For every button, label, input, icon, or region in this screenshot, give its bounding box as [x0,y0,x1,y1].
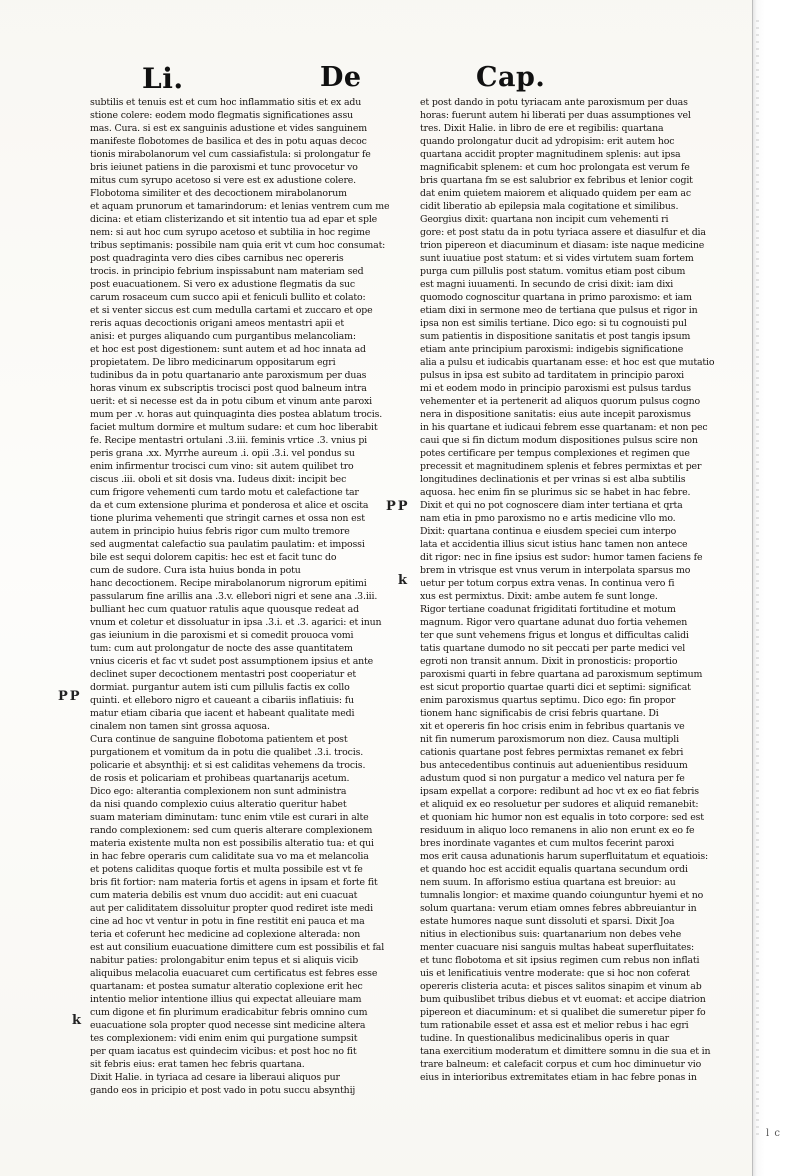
text-line: da et cum extensione plurima et ponderosa et alice et oscita [90,500,369,511]
text-line: xit et opereris fin hoc crisis enim in febribus quartanis ve [420,721,685,732]
text-line: vnius ciceris et fac vt sudet post assumptionem ipsius et ante [90,656,374,667]
marginal-note-pp-left: PP [58,689,82,704]
text-line: materia existente multa non est possibilis alteratio tua: et qui [90,838,374,849]
text-line: tres. Dixit Halie. in libro de ere et regibilis: quartana [420,123,664,134]
text-line: in hac febre operaris cum caliditate sua vo ma et melancolia [90,851,369,862]
text-line: policarie et absynthij: et si est caliditas vehemens da trocis. [90,760,366,771]
text-line: opereris clisteria acuta: et pisces salitos sinapim et vinum ab [420,981,702,992]
text-line: stione colere: eodem modo flegmatis significationes assu [90,110,354,121]
text-line: adustum quod si non purgatur a medico vel natura per fe [420,773,685,784]
text-line: cidit liberatio ab epilepsia mala cogitatione et similibus. [420,201,679,212]
text-line: sum patientis in dispositione sanitatis et post tangis ipsum [420,331,691,342]
text-line: nera in dispositione sanitatis: eius aute incepit paroxismus [420,409,691,420]
text-line: uerit: et si necesse est da in potu cibum et vinum ante paroxi [90,396,373,407]
text-line: bum quibuslibet tribus diebus et vt euomat: et accipe diatrion [420,994,706,1005]
text-line: quartanam: et postea sumatur alteratio coplexione erit hec [90,981,363,992]
text-line: sit febris eius: erat tamen hec febris quartana. [90,1059,305,1070]
text-line: da nisi quando complexio cuius alteratio queritur habet [90,799,347,810]
text-line: aliquibus melacolia euacuaret cum certificatus est febres esse [90,968,378,979]
text-line: bulliant hec cum quatuor ratulis aque quousque redeat ad [90,604,359,615]
text-line: bris fit fortior: nam materia fortis et agens in ipsam et forte fit [90,877,378,888]
text-line: aquosa. hec enim fin se plurimus sic se habet in hac febre. [420,487,691,498]
text-line: xus est permixtus. Dixit: ambe autem fe sunt longe. [420,591,658,602]
text-line: et potens caliditas quoque fortis et multa possibile est vt fe [90,864,363,875]
text-line: per quam iacatus est quindecim vicibus: et post hoc no fit [90,1046,357,1057]
text-line: ciscus .iii. oboli et sit dosis vna. Iudeus dixit: incipit bec [90,474,347,485]
text-line: et aliquid ex eo resoluetur per sudores et aliquid remanebit: [420,799,699,810]
text-line: tum rationabile esset et assa est et melior rebus i hac egri [420,1020,689,1031]
text-line: mas. Cura. si est ex sanguinis adustione et vides sanguinem [90,123,367,134]
text-column-left [90,96,390,1096]
text-line: tumnalis longior: et maxime quando coiunguntur hyemi et no [420,890,704,901]
text-line: autem in principio huius febris rigor cum multo tremore [90,526,350,537]
text-line: alia a pulsu et iudicabis quartanam esse: et hoc est que mutatio [420,357,715,368]
text-line: et si venter siccus est cum medulla cartami et zuccaro et ope [90,305,373,316]
text-line: Flobotoma similiter et des decoctionem mirabolanorum [90,188,347,199]
text-line: de rosis et policariam et prohibeas quartanarijs acetum. [90,773,350,784]
text-line: tionem hanc significabis de crisi febris quartane. Di [420,708,659,719]
text-line: mi et eodem modo in principio paroxismi est pulsus tardus [420,383,691,394]
edge-mark: l c [766,1128,781,1139]
text-line: Dico ego: alterantia complexionem non sunt administra [90,786,347,797]
text-line: uis et lenificatiuis ventre moderate: que si hoc non coferat [420,968,690,979]
text-line: anisi: et purges aliquando cum purgantibus melancoliam: [90,331,356,342]
text-line: pipereon et diacuminum: et si qualibet die sumeretur piper fo [420,1007,706,1018]
text-line: Dixit et qui no pot cognoscere diam inter tertiana et qrta [420,500,683,511]
text-line: cinalem non tamen sint grossa aquosa. [90,721,270,732]
marginal-note-pp-right: PP [386,499,410,514]
text-line: vehementer et ia pertenerit ad aliquos quorum pulsus cogno [420,396,700,407]
text-line: aut per caliditatem dissoluitur propter quod rediret iste medi [90,903,373,914]
text-line: fe. Recipe mentastri ortulani .3.iii. feminis vrtice .3. vnius pi [90,435,368,446]
text-line: carum rosaceum cum succo apii et feniculi bullito et colato: [90,292,366,303]
text-line: dicina: et etiam clisterizando et sit intentio tua ad epar et sple [90,214,378,225]
text-line: etiam dixi in sermone meo de tertiana que pulsus et rigor in [420,305,698,316]
text-line: tana exercitium moderatum et dimittere somnu in die sua et in [420,1046,711,1057]
text-line: est aut consilium euacuatione dimittere cum est possibilis et fal [90,942,385,953]
text-line: passularum fine arillis ana .3.v. ellebori nigri et sene ana .3.iii. [90,591,378,602]
text-line: et aquam prunorum et tamarindorum: et lenias ventrem cum me [90,201,390,212]
text-line: mos erit causa adunationis harum superfluitatum et equatiois: [420,851,708,862]
text-line: cum digone et fin plurimum eradicabitur febris omnino cum [90,1007,368,1018]
text-line: paroxismi quarti in febre quartana ad paroxismum septimum [420,669,703,680]
text-line: longitudines declinationis et per vrinas si est alba subtilis [420,474,686,485]
text-line: trion pipereon et diacuminum et diasam: iste naque medicine [420,240,705,251]
text-line: et hoc est post digestionem: sunt autem et ad hoc innata ad [90,344,366,355]
text-line: nabitur paties: prolongabitur enim tepus et si aliquis vicib [90,955,359,966]
text-line: et quoniam hic humor non est equalis in toto corpore: sed est [420,812,704,823]
text-line: eius in interioribus extremitates etiam in hac febre ponas in [420,1072,697,1083]
text-line: enim infirmentur trocisci cum vino: sit autem quilibet tro [90,461,354,472]
text-line: quomodo cognoscitur quartana in primo paroxismo: et iam [420,292,692,303]
text-line: gas ieiunium in die paroxismi et si comedit prouoca vomi [90,630,354,641]
text-line: tum: cum aut prolongatur de nocte des asse quantitatem [90,643,353,654]
text-line: manifeste flobotomes de basilica et des in potu aquas decoc [90,136,367,147]
text-line: Georgius dixit: quartana non incipit cum vehementi ri [420,214,669,225]
text-line: magnificabit splenem: et cum hoc prolongata est verum fe [420,162,690,173]
text-line: mitus cum syrupo acetoso si vere est ex adustione colere. [90,175,357,186]
text-line: brem in vtrisque est vnus verum in interpolata sparsus mo [420,565,691,576]
text-line: caui que si fin dictum modum dispositiones pulsus scire non [420,435,698,446]
text-line: in his quartane et iudicaui febrem esse quartanam: et non pec [420,422,708,433]
text-line: estate humores naque sunt dissoluti et sparsi. Dixit Joa [420,916,675,927]
text-line: magnum. Rigor vero quartane adunat duo fortia vehemen [420,617,688,628]
text-line: quando prolongatur ducit ad ydropisim: erit autem hoc [420,136,675,147]
text-line: hanc decoctionem. Recipe mirabolanorum nigrorum epitimi [90,578,367,589]
text-line: tes complexionem: vidi enim enim qui purgatione sumpsit [90,1033,358,1044]
text-line: purgationem et vomitum da in potu die qualibet .3.i. trocis. [90,747,364,758]
text-line: tribus septimanis: possibile nam quia erit vt cum hoc consumat: [90,240,386,251]
text-line: reris aquas decoctionis origani ameos mentastri apii et [90,318,344,329]
marginal-note-k-left: k [72,1013,84,1028]
text-line: tionis mirabolanorum vel cum cassiafistula: si prolongatur fe [90,149,371,160]
text-line: tione plurima vehementi que stringit carnes et ossa non est [90,513,365,524]
marginal-note-k-right: k [398,573,410,588]
text-line: nem: si aut hoc cum syrupo acetoso et subtilia in hoc regime [90,227,371,238]
text-line: trare balneum: et calefacit corpus et cum hoc diminuetur vio [420,1059,702,1070]
page-edge-shadow [756,20,759,1140]
text-line: bris ieiunet patiens in die paroxismi et tunc provocetur vo [90,162,358,173]
text-line: potes certificare per tempus complexiones et regimen que [420,448,690,459]
running-head-book: Li. [142,62,184,95]
text-line: mum per .v. horas aut quinquaginta dies postea ablatum trocis. [90,409,383,420]
text-line: est sicut proportio quartae quarti dici et septimi: significat [420,682,691,693]
text-line: tudine. In questionalibus medicinalibus operis in quar [420,1033,669,1044]
text-line: subtilis et tenuis est et cum hoc inflammatio sitis et ex adu [90,97,362,108]
text-line: matur etiam cibaria que iacent et habeant qualitate medi [90,708,355,719]
text-line: purga cum pillulis post statum. vomitus etiam post cibum [420,266,686,277]
text-line: et quando hoc est accidit equalis quartana secundum ordi [420,864,688,875]
text-line: dit rigor: nec in fine ipsius est sudor: humor tamen faciens fe [420,552,703,563]
text-line: faciet multum dormire et multum sudare: et cum hoc liberabit [90,422,378,433]
text-line: et post dando in potu tyriacam ante paroxismum per duas [420,97,688,108]
text-line: precessit et magnitudinem splenis et febres permixtas et per [420,461,702,472]
text-line: peris grana .xx. Myrrhe aureum .i. opii .3.i. vel pondus su [90,448,355,459]
text-line: pulsus in ipsa est subito ad tarditatem in principio paroxi [420,370,684,381]
adjacent-page-edge [752,0,801,1176]
text-line: cum materia debilis est vnum duo accidit: aut eni cuacuat [90,890,358,901]
text-line: etiam ante principium paroxismi: indigebis significatione [420,344,684,355]
running-head-de: De [320,62,362,93]
text-line: ipsa non est similis tertiane. Dico ego: si tu cognouisti pul [420,318,687,329]
text-line: bres inordinate vagantes et cum multos fecerint paroxi [420,838,675,849]
text-line: euacuatione sola propter quod necesse sint medicine altera [90,1020,366,1031]
text-line: est magni iuuamenti. In secundo de crisi dixit: iam dixi [420,279,674,290]
text-line: teria et coferunt hec medicine ad coplexione alterada: non [90,929,361,940]
text-line: Rigor tertiane coadunat frigiditati fortitudine et motum [420,604,676,615]
text-line: et tunc flobotoma et sit ipsius regimen cum rebus non inflati [420,955,700,966]
text-line: sed augmentat calefactio sua paulatim paulatim: et impossi [90,539,365,550]
text-line: ter que sunt vehemens frigus et longus et difficultas calidi [420,630,689,641]
text-line: menter cuacuare nisi sanguis multas habeat superfluitates: [420,942,695,953]
text-line: tudinibus da in potu quartanario ante paroxismum per duas [90,370,367,381]
text-column-right [420,96,715,1083]
text-line: ipsam expellat a corpore: redibunt ad hoc vt ex eo fiat febris [420,786,699,797]
text-line: declinet super decoctionem mentastri post cooperiatur et [90,669,356,680]
text-line: quinti. et elleboro nigro et caueant a cibariis inflatiuis: fu [90,695,354,706]
text-line: tatis quartane dumodo no sit peccati per parte medici vel [420,643,686,654]
text-line: bris quartana fm se est salubrior ex febribus et lenior cogit [420,175,693,186]
text-line: dat enim quietem maiorem et aliquado quidem per eam ac [420,188,691,199]
text-line: gando eos in pricipio et post vado in potu succu absynthij [90,1085,356,1096]
text-line: nitius in electionibus suis: quartanarium non debes vehe [420,929,682,940]
text-line: propietatem. De libro medicinarum oppositarum egri [90,357,336,368]
text-line: cine ad hoc vt ventur in potu in fine restitit eni pauca et ma [90,916,365,927]
text-line: Cura continue de sanguine flobotoma patientem et post [90,734,348,745]
text-line: rando complexionem: sed cum queris alterare complexionem [90,825,373,836]
text-line: intentio melior intentione illius qui expectat alleuiare mam [90,994,362,1005]
text-line: lata et accidentia illius sicut istius hanc tamen non antece [420,539,688,550]
text-line: nam etia in pmo paroxismo no e artis medicine vllo mo. [420,513,676,524]
text-line: suam materiam diminutam: tunc enim vtile est curari in alte [90,812,369,823]
text-line: nit fin numerum paroxismorum non diez. Causa multipli [420,734,679,745]
text-line: sunt iuuatiue post statum: et si vides virtutem suam fortem [420,253,694,264]
text-line: enim paroxismus quartus septimu. Dico ego: fin propor [420,695,676,706]
text-line: post quadraginta vero dies cibes carnibus nec opereris [90,253,344,264]
text-line: cum frigore vehementi cum tardo motu et calefactione tar [90,487,359,498]
text-line: Dixit Halie. in tyriaca ad cesare ia liberaui aliquos pur [90,1072,340,1083]
text-line: horas vinum ex subscriptis trocisci post quod balneum intra [90,383,367,394]
running-head-chapter: Cap. [476,62,546,93]
text-line: uetur per totum corpus extra venas. In continua vero fi [420,578,675,589]
text-line: quartana accidit propter magnitudinem splenis: aut ipsa [420,149,681,160]
text-line: cationis quartane post febres permixtas remanet ex febri [420,747,684,758]
text-line: dormiat. purgantur autem isti cum pillulis factis ex collo [90,682,350,693]
text-line: trocis. in principio febrium inspissabunt nam materiam sed [90,266,364,277]
text-line: post euacuationem. Si vero ex adustione flegmatis da suc [90,279,356,290]
text-line: cum de sudore. Cura ista huius bonda in potu [90,565,301,576]
text-line: horas: fuerunt autem hi liberati per duas assumptiones vel [420,110,691,121]
text-line: nem suum. In afforismo estiua quartana est breuior: au [420,877,676,888]
text-line: residuum in aliquo loco remanens in alio non erunt ex eo fe [420,825,695,836]
text-line: bile est sequi dolorem capitis: hec est et facit tunc do [90,552,337,563]
text-line: egroti non transit annum. Dixit in pronosticis: proportio [420,656,678,667]
text-line: solum quartana: verum etiam omnes febres abbreuiantur in [420,903,697,914]
text-line: Dixit: quartana continua e eiusdem speciei cum interpo [420,526,677,537]
text-line: vnum et coletur et dissoluatur in ipsa .3.i. et .3. agarici: et inun [90,617,382,628]
text-line: gore: et post statu da in potu tyriaca assere et diasulfur et dia [420,227,706,238]
text-line: bus antecedentibus continuis aut aduenientibus residuum [420,760,688,771]
